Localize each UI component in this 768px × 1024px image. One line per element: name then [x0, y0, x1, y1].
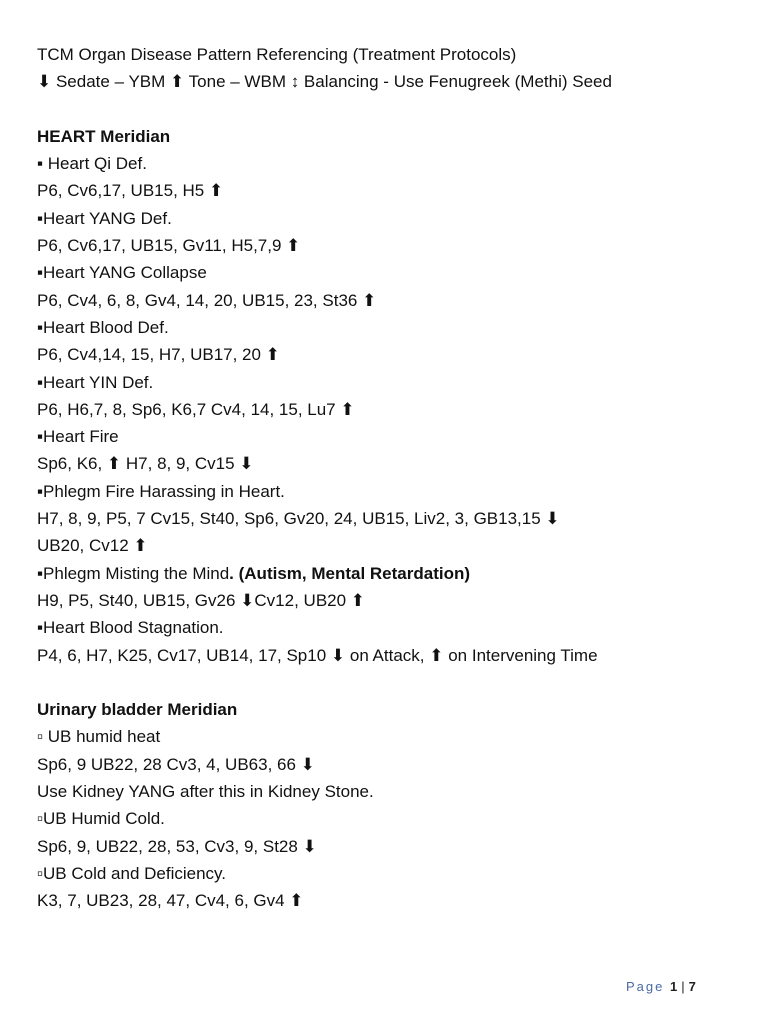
heart-line: ▪Heart Blood Stagnation.	[37, 618, 224, 638]
ub-meridian-heading: Urinary bladder Meridian	[37, 700, 238, 720]
ub-line: Sp6, 9 UB22, 28 Cv3, 4, UB63, 66 ⬇	[37, 754, 315, 774]
heart-line: ▪ Heart Qi Def.	[37, 154, 147, 174]
ub-line: Use Kidney YANG after this in Kidney Stone.	[37, 782, 374, 802]
heart-line: P6, Cv6,17, UB15, H5 ⬆	[37, 181, 224, 201]
phlegm-misting-note: . (Autism, Mental Retardation)	[229, 563, 471, 583]
phlegm-misting-title: ▪Phlegm Misting the Mind	[37, 563, 230, 583]
heart-line: ▪Heart YANG Collapse	[37, 263, 207, 283]
spacer	[37, 669, 737, 696]
heart-line: P6, Cv4,14, 15, H7, UB17, 20 ⬆	[37, 345, 280, 365]
page-total: 7	[688, 979, 696, 994]
page-footer	[626, 979, 696, 994]
heart-line: H7, 8, 9, P5, 7 Cv15, St40, Sp6, Gv20, 24, UB15, Liv2, 3, GB13,15 ⬇	[37, 509, 560, 529]
page-number: 1	[670, 979, 678, 994]
heart-line: ▪Heart Fire	[37, 427, 119, 447]
ub-line: K3, 7, UB23, 28, 47, Cv4, 6, Gv4 ⬆	[37, 891, 304, 911]
heart-line: UB20, Cv12 ⬆	[37, 536, 148, 556]
ub-line: ▫ UB humid heat	[37, 727, 161, 747]
heart-line: ▪Heart YANG Def.	[37, 208, 172, 228]
spacer	[37, 96, 737, 123]
ub-line: ▫UB Humid Cold.	[37, 809, 165, 829]
legend-line: ⬇ Sedate – YBM ⬆ Tone – WBM ↕ Balancing - Use Fenugreek (Methi) Seed	[37, 72, 612, 92]
page-word: Page	[626, 979, 665, 994]
phlegm-misting-line	[37, 560, 737, 587]
ub-line: ▫UB Cold and Deficiency.	[37, 863, 227, 883]
heart-line: ▪Heart Blood Def.	[37, 317, 169, 337]
ub-line: Sp6, 9, UB22, 28, 53, Cv3, 9, St28 ⬇	[37, 836, 317, 856]
heart-line: P4, 6, H7, K25, Cv17, UB14, 17, Sp10 ⬇ on Attack, ⬆ on Intervening Time	[37, 645, 598, 665]
heart-line: P6, H6,7, 8, Sp6, K6,7 Cv4, 14, 15, Lu7 ⬆	[37, 399, 355, 419]
heart-meridian-heading: HEART Meridian	[37, 126, 171, 146]
heart-line: Sp6, K6, ⬆ H7, 8, 9, Cv15 ⬇	[37, 454, 254, 474]
document-page	[37, 41, 737, 915]
heart-line: ▪Phlegm Fire Harassing in Heart.	[37, 481, 285, 501]
heart-line: P6, Cv6,17, UB15, Gv11, H5,7,9 ⬆	[37, 236, 301, 256]
document-title: TCM Organ Disease Pattern Referencing (Treatment Protocols)	[37, 45, 517, 64]
heart-line: P6, Cv4, 6, 8, Gv4, 14, 20, UB15, 23, St36 ⬆	[37, 290, 377, 310]
page-separator: |	[681, 979, 685, 994]
heart-line: ▪Heart YIN Def.	[37, 372, 154, 392]
heart-line: H9, P5, St40, UB15, Gv26 ⬇Cv12, UB20 ⬆	[37, 590, 366, 610]
